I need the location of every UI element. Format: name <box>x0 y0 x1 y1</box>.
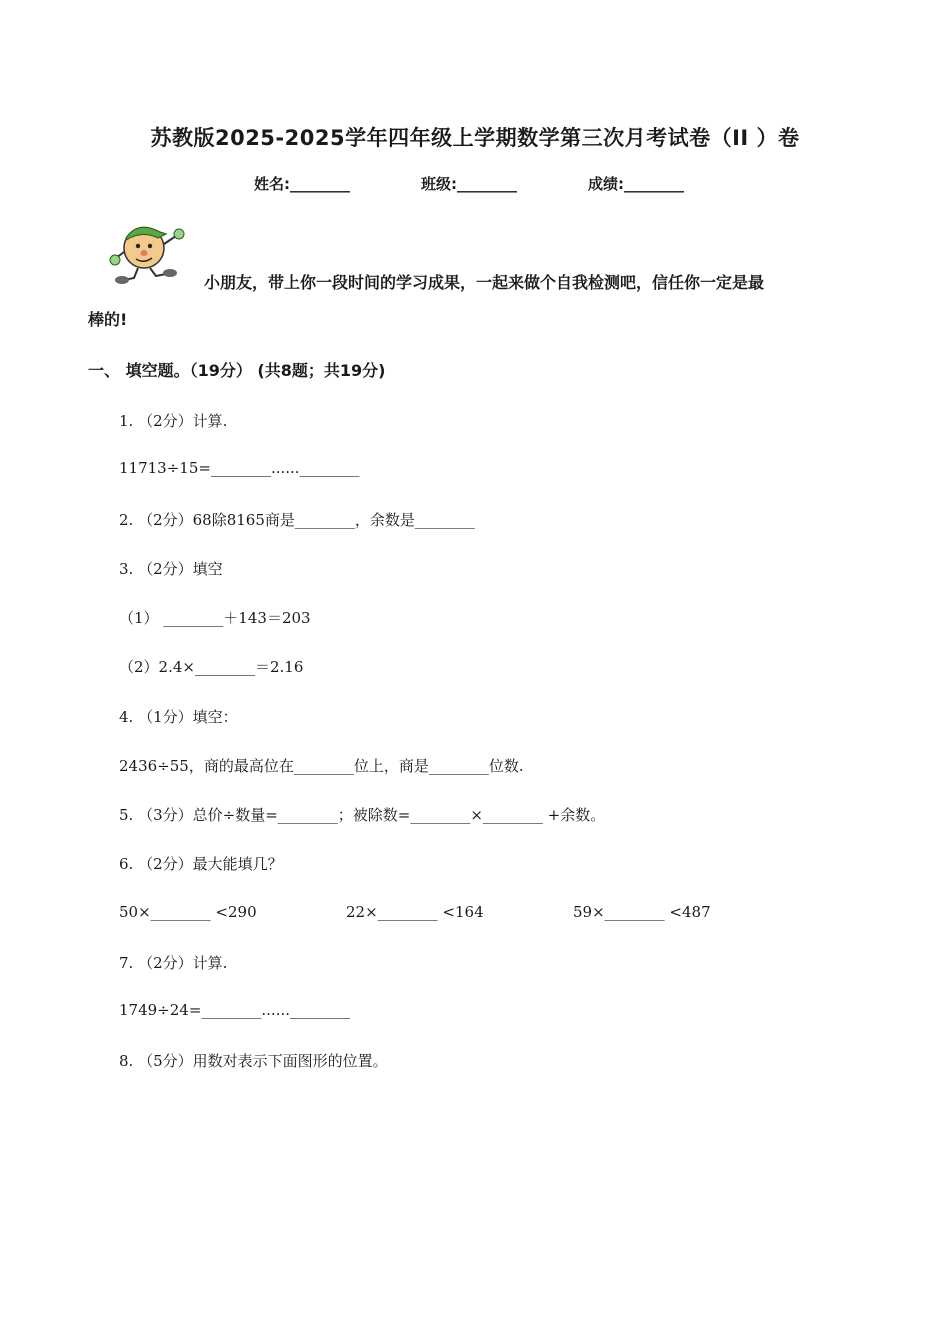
question-1-stem: 1. （2分）计算. <box>119 412 228 430</box>
question-8-stem: 8. （5分）用数对表示下面图形的位置。 <box>119 1052 388 1070</box>
question-6-item-c: 59×________ <487 <box>573 903 711 921</box>
page-title: 苏教版2025-2025学年四年级上学期数学第三次月考试卷（II ）卷 <box>150 126 800 150</box>
question-6-item-a: 50×________ <290 <box>119 903 257 921</box>
intro-line-1: 小朋友，带上你一段时间的学习成果，一起来做个自我检测吧，信任你一定是最 <box>204 273 765 292</box>
question-3-line-1: （1） ________＋143＝203 <box>119 609 311 627</box>
question-2-stem: 2. （2分）68除8165商是________，余数是________ <box>119 511 475 529</box>
question-1-line: 11713÷15=________......________ <box>119 459 360 477</box>
intro-line-2: 棒的! <box>88 310 128 329</box>
question-6-stem: 6. （2分）最大能填几？ <box>119 855 283 873</box>
question-7-stem: 7. （2分）计算. <box>119 954 228 972</box>
score-field: 成绩:________ <box>588 175 684 193</box>
question-7-line: 1749÷24=________......________ <box>119 1001 351 1019</box>
question-4-stem: 4. （1分）填空： <box>119 708 238 726</box>
question-4-line: 2436÷55，商的最高位在________位上，商是________位数. <box>119 757 524 775</box>
question-5-stem: 5. （3分）总价÷数量=________；被除数=________×________ +余数。 <box>119 806 606 824</box>
name-field: 姓名:________ <box>254 175 350 193</box>
question-6-item-b: 22×________ <164 <box>346 903 484 921</box>
mascot-image <box>108 218 190 290</box>
question-3-stem: 3. （2分）填空 <box>119 560 223 578</box>
question-3-line-2: （2）2.4×________＝2.16 <box>119 658 304 676</box>
class-field: 班级:________ <box>421 175 517 193</box>
section-1-heading: 一、 填空题。（19分） (共8题；共19分) <box>88 361 386 380</box>
